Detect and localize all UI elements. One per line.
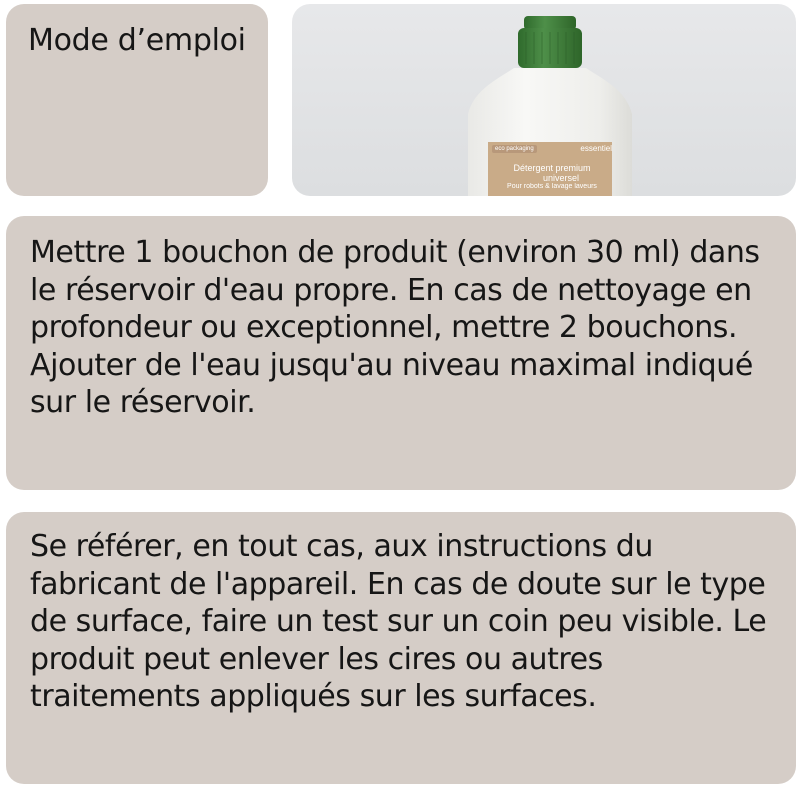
- product-subtitle: Pour robots & lavage laveurs: [507, 183, 597, 190]
- dosage-instructions: Mettre 1 bouchon de produit (environ 30 ml) dans le réservoir d'eau propre. En cas de nettoyage en profondeur ou exceptionnel, mettre 2 bouchons. Ajouter de l'eau jusqu'au niveau maximal indiqué sur le réservoir.: [30, 235, 760, 420]
- product-name-line2: universel: [542, 173, 580, 183]
- brand-name: essentiel: [580, 144, 612, 153]
- eco-badge: eco packaging: [492, 145, 537, 153]
- label-text: [492, 144, 612, 190]
- title-card: [6, 4, 268, 196]
- product-name-line1: Détergent premium: [513, 163, 591, 173]
- section-title: Mode d’emploi: [28, 23, 246, 58]
- instructions-card-dosage: [6, 216, 796, 490]
- instructions-card-precautions: [6, 512, 796, 784]
- product-photo: [292, 4, 796, 196]
- precaution-instructions: Se référer, en tout cas, aux instructions du fabricant de l'appareil. En cas de doute sur le type de surface, faire un test sur un coin peu visible. Le produit peut enlever les cires ou autres traitements appliqués sur les surfaces.: [30, 529, 767, 714]
